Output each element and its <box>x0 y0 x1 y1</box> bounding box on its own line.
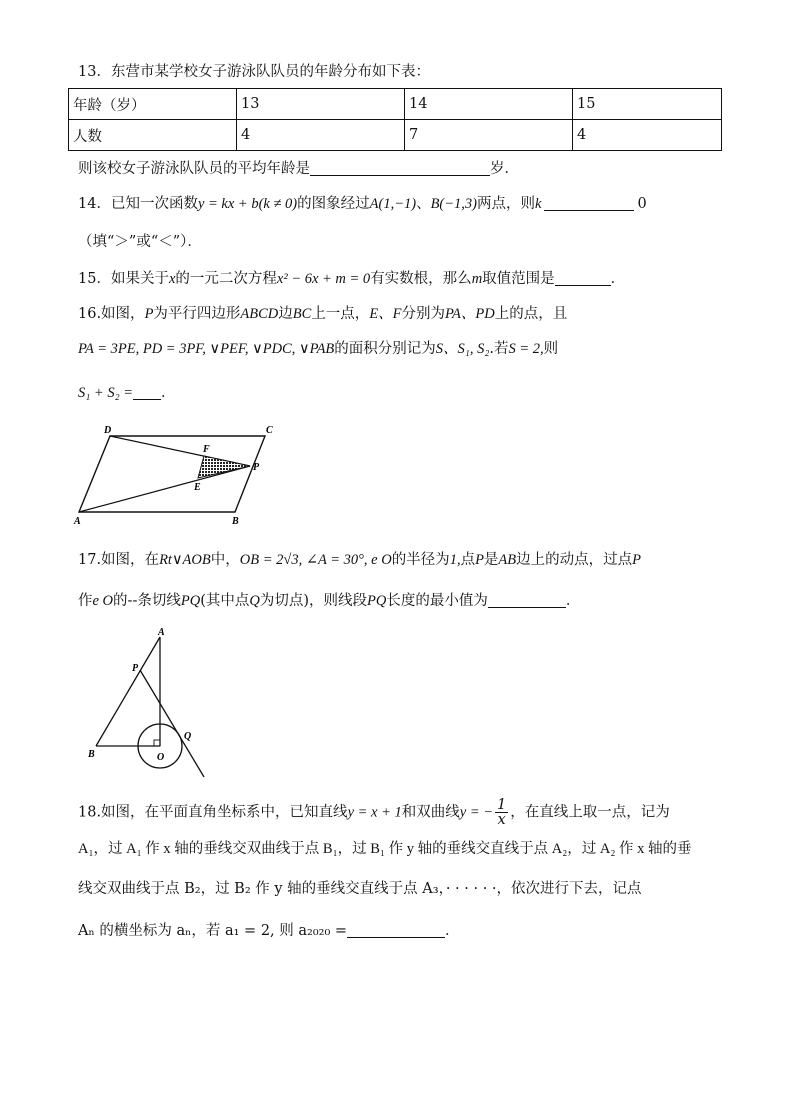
right-angle-mark <box>154 740 160 746</box>
table-cell: 人数 <box>69 120 237 151</box>
q18-line4: Aₙ 的横坐标为 aₙ，若 a₁ = 2, 则 a₂₀₂₀ = ． <box>78 923 460 939</box>
answer-blank[interactable] <box>347 922 445 938</box>
table-row <box>69 89 722 120</box>
q18-line2: A₁，过 A₁ 作 x 轴的垂线交双曲线于点 B₁，过 B₁ 作 y 轴的垂线交直线于点 A₂，过 A₂ 作 x 轴的垂 <box>78 841 692 857</box>
answer-blank[interactable] <box>133 384 161 400</box>
q16-line3: S₁ + S₂ = ． <box>78 385 176 401</box>
table-cell: 14 <box>405 89 573 120</box>
triangle-circle-figure <box>80 625 220 780</box>
parallelogram-figure <box>70 420 280 526</box>
q15-line: 15．如果关于x的一元二次方程x² − 6x + m = 0有实数根，那么m取值范围是 ． <box>78 271 626 287</box>
triangle-pef-shaded <box>198 456 250 478</box>
q14-line2: （填“＞”或“＜”）． <box>78 234 202 250</box>
tangent-line-pq <box>140 670 204 777</box>
table-cell: 13 <box>237 89 405 120</box>
parallelogram-abcd <box>79 436 265 512</box>
age-distribution-table <box>68 88 722 151</box>
answer-blank[interactable] <box>310 160 490 176</box>
table-cell: 15 <box>573 89 722 120</box>
label-d: D <box>104 425 112 436</box>
q18-line3: 线交双曲线于点 B₂，过 B₂ 作 y 轴的垂线交直线于点 A₃，· · · · · ·，依次进行下去，记点 <box>78 881 642 897</box>
segment-ab <box>96 637 160 746</box>
q13-stem: 13．东营市某学校女子游泳队队员的年龄分布如下表： <box>78 64 430 80</box>
label-a: A <box>158 627 165 638</box>
q16-line2: PA = 3PE, PD = 3PF, ∨PEF, ∨PDC, ∨PAB的面积分别记为S、S₁, S₂.若S = 2,则 <box>78 341 559 357</box>
label-c: C <box>266 425 273 436</box>
q17-line1: 17.如图，在Rt∨AOB中，OB = 2√3, ∠A = 30°, e O的半径为1,点P是AB边上的动点，过点P <box>78 552 641 568</box>
label-b: B <box>88 749 95 760</box>
label-p: P <box>253 462 260 473</box>
table-cell: 7 <box>405 120 573 151</box>
label-p: P <box>132 663 139 674</box>
table-cell: 4 <box>573 120 722 151</box>
label-q: Q <box>184 731 192 742</box>
table-cell: 年龄（岁） <box>69 89 237 120</box>
q14-line1: 14．已知一次函数y = kx + b(k ≠ 0)的图象经过A(1,−1)、B(−1,3)两点，则k 0 <box>78 196 647 212</box>
answer-blank[interactable] <box>488 592 566 608</box>
answer-blank[interactable] <box>555 270 611 286</box>
label-e: E <box>194 482 201 493</box>
fraction: $\frac{1}{x}$ <box>497 797 507 828</box>
q17-line2: 作e O的--条切线PQ(其中点Q为切点)，则线段PQ长度的最小值为 ． <box>78 593 581 609</box>
segment-pa <box>79 466 250 512</box>
label-a: A <box>74 516 81 526</box>
table-cell: 4 <box>237 120 405 151</box>
label-f: F <box>203 444 210 455</box>
table-row <box>69 120 722 151</box>
label-b: B <box>232 516 239 526</box>
answer-blank[interactable] <box>544 195 634 211</box>
q16-line1: 16.如图，P为平行四边形ABCD边BC上一点，E、F分别为PA、PD上的点，且 <box>78 306 568 322</box>
label-o: O <box>157 752 165 763</box>
q18-line1: 18.如图，在平面直角坐标系中，已知直线y = x + 1和双曲线y = − $\frac{1}{x}$ ，在直线上取一点，记为 <box>78 797 670 828</box>
q13-followup: 则该校女子游泳队队员的平均年龄是 岁． <box>78 161 519 177</box>
